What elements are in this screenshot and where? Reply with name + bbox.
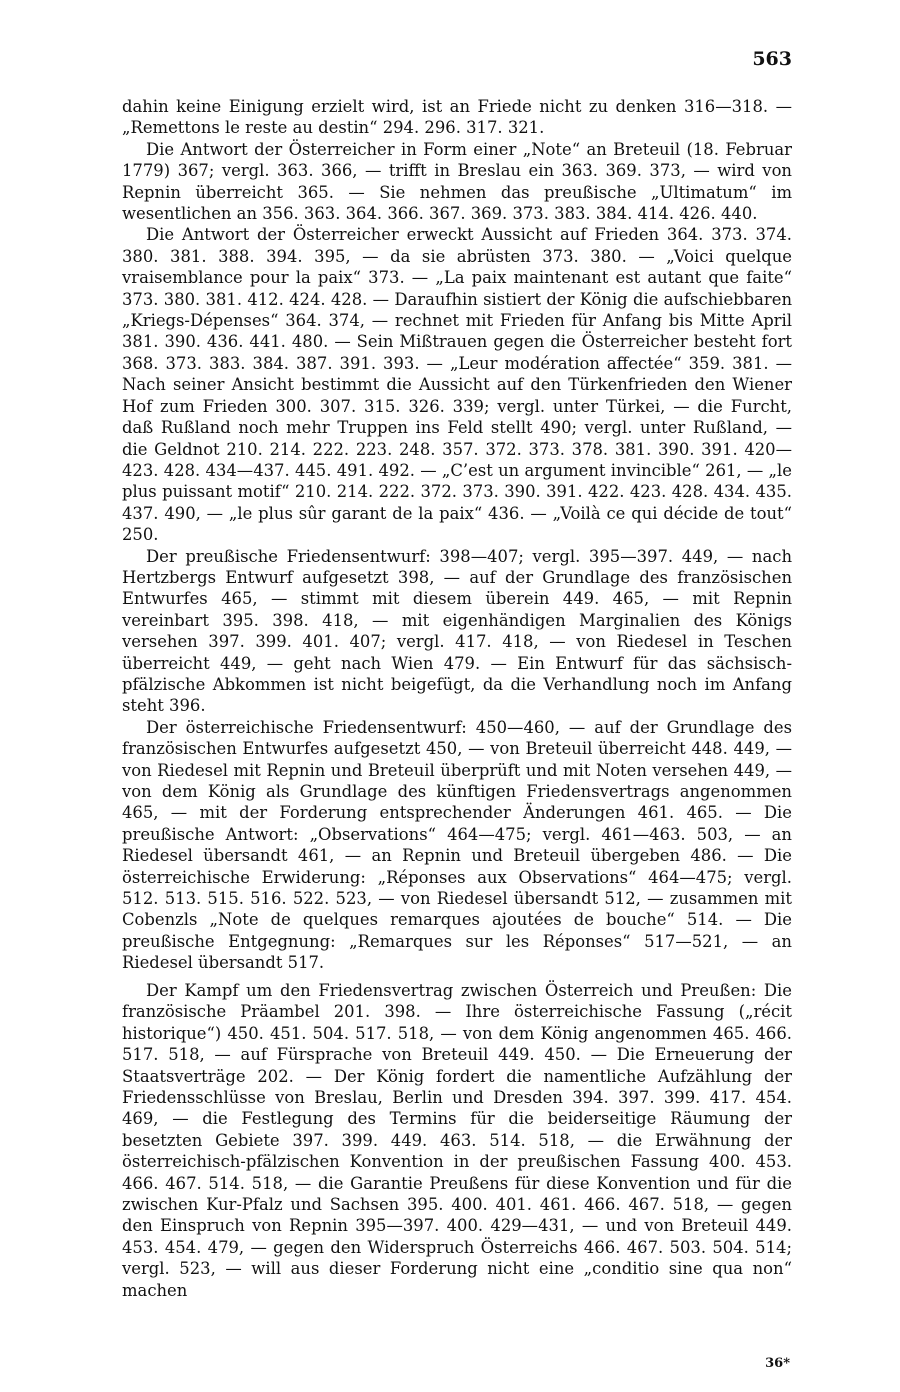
index-entries-top: [122, 96, 792, 974]
signature-mark: 36*: [765, 1356, 790, 1371]
page-number: 563: [752, 48, 792, 70]
index-paragraph-6: Der Kampf um den Friedensvertrag zwischen Österreich und Preußen: Die französische Präambel 201. 398. — Ihre österreichische Fassung („récit historique“) 450. 451. 504. 517. 518, — von dem König angenommen 465. 466. 517. 518, — auf Fürsprache von Breteuil 449. 450. — Die Erneuerung der Staatsverträge 202. — Der König fordert die namentliche Aufzählung der Friedensschlüsse von Breslau, Berlin und Dresden 394. 397. 399. 417. 454. 469, — die Festlegung des Termins für die beiderseitige Räumung der besetzten Gebiete 397. 399. 449. 463. 514. 518, — die Erwähnung der österreichisch-pfälzischen Konvention in der preußischen Fassung 400. 453. 466. 467. 514. 518, — die Garantie Preußens für diese Konvention und für die zwischen Kur-Pfalz und Sachsen 395. 400. 401. 461. 466. 467. 518, — gegen den Einspruch von Repnin 395—397. 400. 429—431, — und von Breteuil 449. 453. 454. 479, — gegen den Widerspruch Österreichs 466. 467. 503. 504. 514; vergl. 523, — will aus dieser Forderung nicht eine „conditio sine qua non“ machen: [122, 981, 792, 1300]
index-paragraph-4: Der preußische Friedensentwurf: 398—407; vergl. 395—397. 449, — nach Hertzbergs Entwurf aufgesetzt 398, — auf der Grundlage des französischen Entwurfes 465, — stimmt mit diesem überein 449. 465, — mit Repnin vereinbart 395. 398. 418, — mit eigenhändigen Marginalien des Königs versehen 397. 399. 401. 407; vergl. 417. 418, — von Riedesel in Teschen überreicht 449, — geht nach Wien 479. — Ein Entwurf für das sächsisch-pfälzische Abkommen ist nicht beigefügt, da die Verhandlung noch im Anfang steht 396.: [122, 546, 792, 716]
index-entries-bottom: [122, 980, 792, 1301]
index-paragraph-5: Der österreichische Friedensentwurf: 450—460, — auf der Grundlage des französischen Entwurfes aufgesetzt 450, — von Breteuil überreicht 448. 449, — von Riedesel mit Repnin und Breteuil überprüft und mit Noten versehen 449, — von dem König als Grundlage des künftigen Friedensvertrags angenommen 465, — mit der Forderung entsprechender Änderungen 461. 465. — Die preußische Antwort: „Observations“ 464—475; vergl. 461—463. 503, — an Riedesel übersandt 461, — an Repnin und Breteuil übergeben 486. — Die österreichische Erwiderung: „Réponses aux Observations“ 464—475; vergl. 512. 513. 515. 516. 522. 523, — von Riedesel übersandt 512, — zusammen mit Cobenzls „Note de quelques remarques ajoutées de bouche“ 514. — Die preußische Entgegnung: „Remarques sur les Réponses“ 517—521, — an Riedesel übersandt 517.: [122, 717, 792, 973]
index-paragraph-2: Die Antwort der Österreicher in Form einer „Note“ an Breteuil (18. Februar 1779) 367; vergl. 363. 366, — trifft in Breslau ein 363. 369. 373, — wird von Repnin überreicht 365. — Sie nehmen das preußische „Ultimatum“ im wesentlichen an 356. 363. 364. 366. 367. 369. 373. 383. 384. 414. 426. 440.: [122, 139, 792, 224]
index-paragraph-1: dahin keine Einigung erzielt wird, ist an Friede nicht zu denken 316—318. — „Remettons le reste au destin“ 294. 296. 317. 321.: [122, 97, 792, 138]
index-paragraph-3: Die Antwort der Österreicher erweckt Aussicht auf Frieden 364. 373. 374. 380. 381. 388. 394. 395, — da sie abrüsten 373. 380. — „Voici quelque vraisemblance pour la paix“ 373. — „La paix maintenant est autant que faite“ 373. 380. 381. 412. 424. 428. — Daraufhin sistiert der König die aufschiebbaren „Kriegs-Dépenses“ 364. 374, — rechnet mit Frieden für Anfang bis Mitte April 381. 390. 436. 441. 480. — Sein Mißtrauen gegen die Österreicher besteht fort 368. 373. 383. 384. 387. 391. 393. — „Leur modération affectée“ 359. 381. — Nach seiner Ansicht bestimmt die Aussicht auf den Türkenfrieden den Wiener Hof zum Frieden 300. 307. 315. 326. 339; vergl. unter Türkei, — die Furcht, daß Rußland noch mehr Truppen ins Feld stellt 490; vergl. unter Rußland, — die Geldnot 210. 214. 222. 223. 248. 357. 372. 373. 378. 381. 390. 391. 420—423. 428. 434—437. 445. 491. 492. — „C’est un argument invincible“ 261, — „le plus puissant motif“ 210. 214. 222. 372. 373. 390. 391. 422. 423. 428. 434. 435. 437. 490, — „le plus sûr garant de la paix“ 436. — „Voilà ce qui décide de tout“ 250.: [122, 225, 792, 545]
